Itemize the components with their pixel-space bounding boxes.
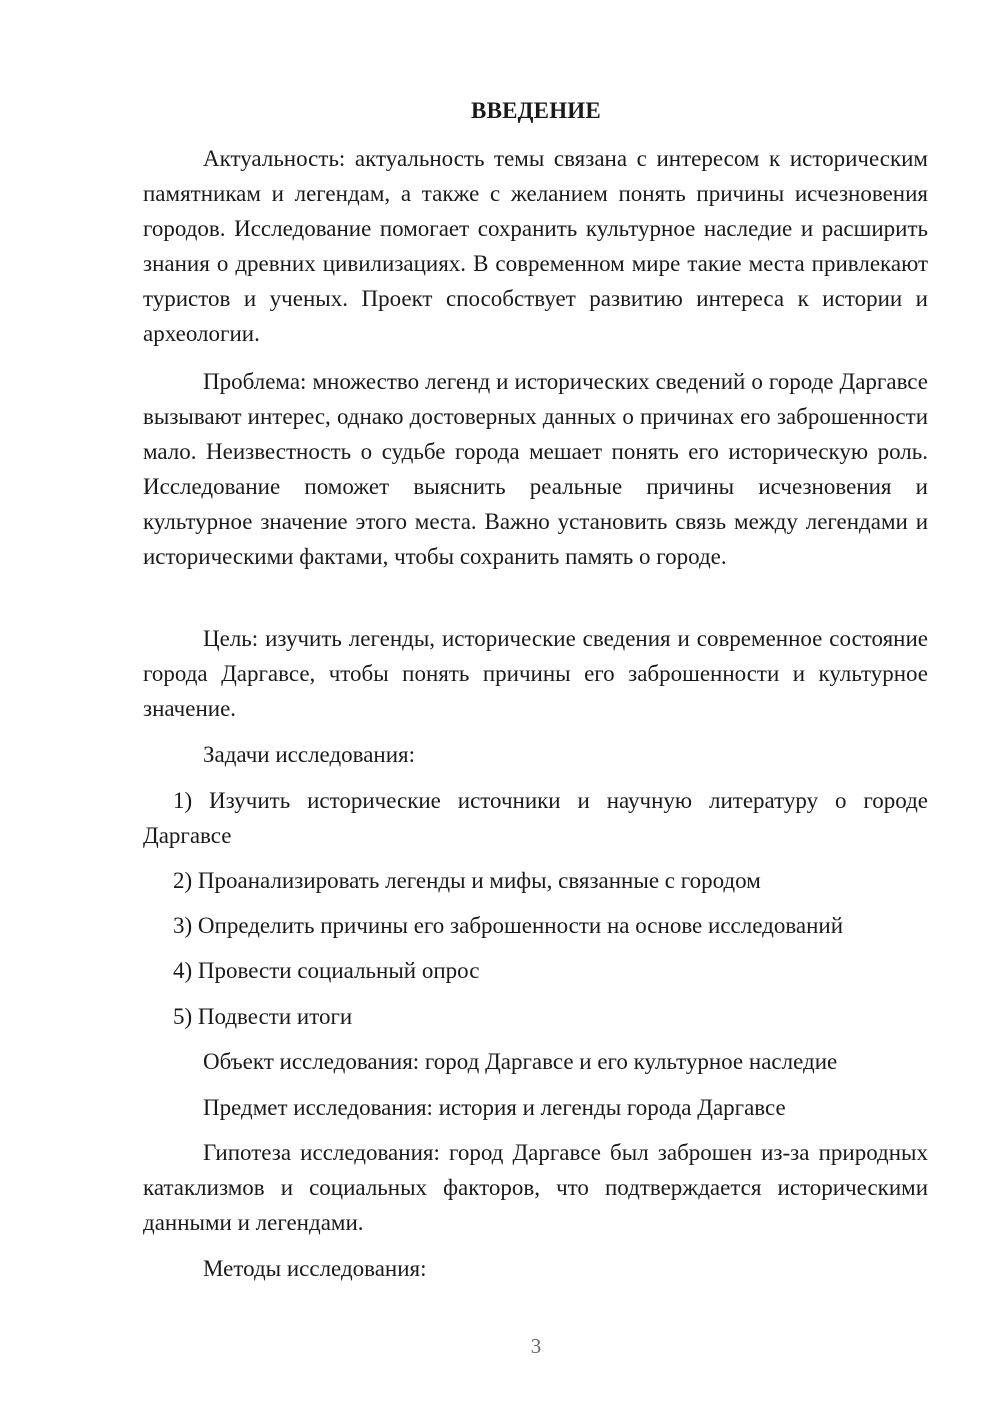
task-item-3: 3) Определить причины его заброшенности на основе исследований: [173, 913, 844, 938]
task-item-4: 4) Провести социальный опрос: [173, 958, 480, 983]
tasks-heading: Задачи исследования:: [203, 742, 416, 767]
research-object: Объект исследования: город Даргавсе и его культурное наследие: [203, 1049, 838, 1074]
task-item-2: 2) Проанализировать легенды и мифы, связанные с городом: [173, 868, 761, 893]
problem-paragraph: Проблема: множество легенд и исторических сведений о городе Даргавсе вызывают интерес, однако достоверных данных о причинах его заброшенности мало. Неизвестность о судьбе города мешает понять его историческую роль. Исследование поможет выяснить реальные причины исчезновения и культурное значение этого места. Важно установить связь между легендами и историческими фактами, чтобы сохранить память о городе.: [143, 369, 928, 569]
research-subject: Предмет исследования: история и легенды города Даргавсе: [203, 1095, 786, 1120]
page-title: ВВЕДЕНИЕ: [471, 98, 601, 123]
task-item-1: 1) Изучить исторические источники и научную литературу о городе Даргавсе: [143, 788, 928, 848]
goal-paragraph: Цель: изучить легенды, исторические сведения и современное состояние города Даргавсе, чтобы понять причины его заброшенности и культурное значение.: [143, 626, 928, 721]
task-item-5: 5) Подвести итоги: [173, 1004, 353, 1029]
hypothesis-paragraph: Гипотеза исследования: город Даргавсе был заброшен из-за природных катаклизмов и социальных факторов, что подтверждается историческими данными и легендами.: [143, 1140, 928, 1235]
methods-heading: Методы исследования:: [203, 1256, 427, 1281]
page-number: 3: [530, 1334, 542, 1358]
relevance-paragraph: Актуальность: актуальность темы связана с интересом к историческим памятникам и легендам, а также с желанием понять причины исчезновения городов. Исследование помогает сохранить культурное наследие и расширить знания о древних цивилизациях. В современном мире такие места привлекают туристов и ученых. Проект способствует развитию интереса к истории и археологии.: [143, 146, 928, 346]
